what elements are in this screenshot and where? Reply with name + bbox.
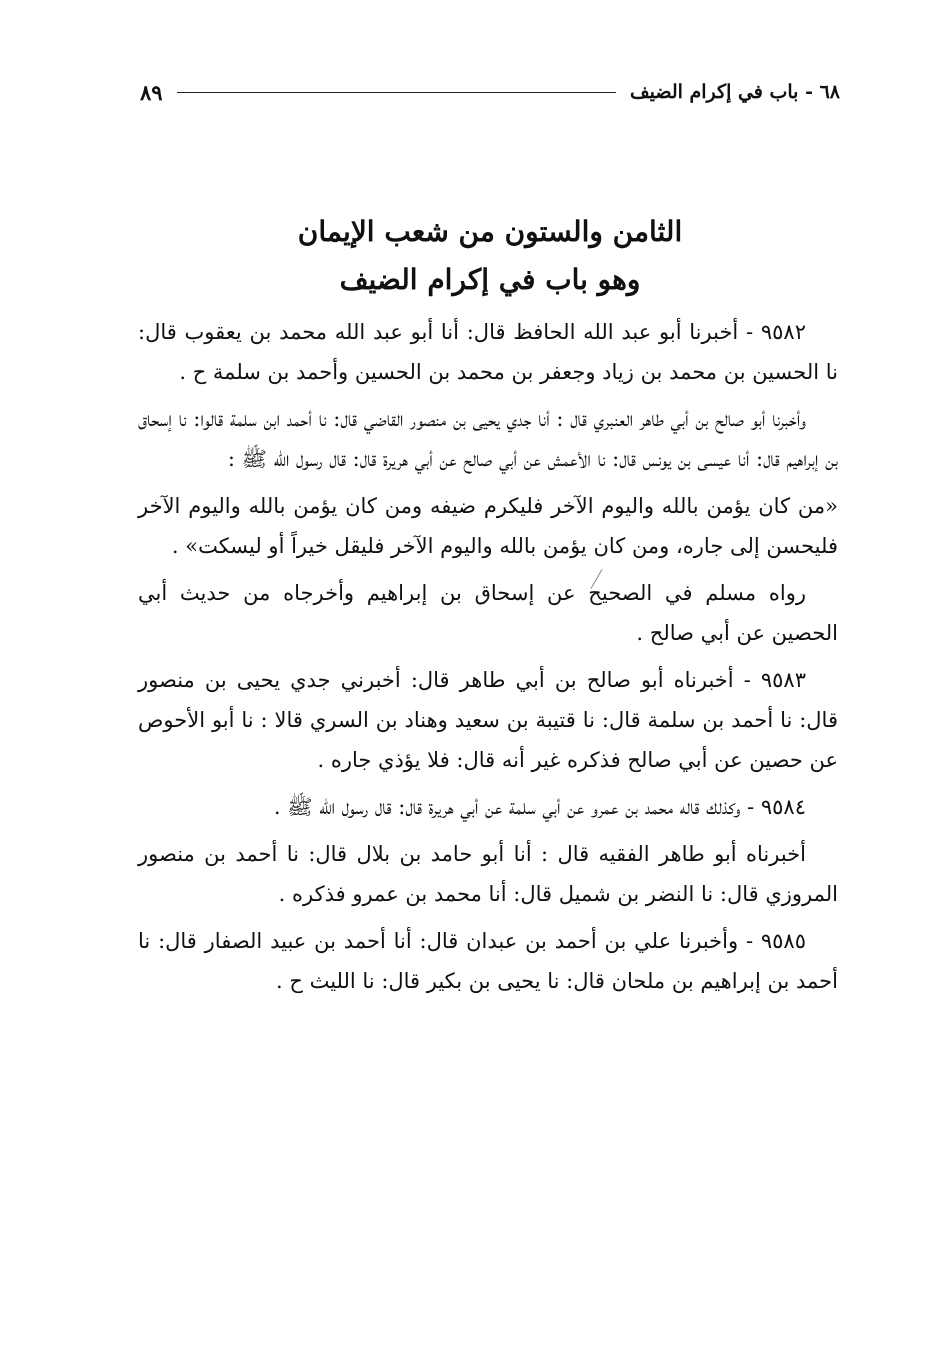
- running-header: [140, 74, 840, 110]
- page-number: ٨٩: [140, 79, 163, 105]
- header-rule: [177, 92, 616, 93]
- paragraph-9585: ٩٥٨٥ - وأخبرنا علي بن أحمد بن عبدان قال: أنا أحمد بن عبيد الصفار قال: نا أحمد بن إبراهيم بن ملحان قال: نا يحيى بن بكير قال: نا الليث ح .: [138, 929, 838, 993]
- paragraph-isnad-2: وأخبرنا أبو صالح بن أبي طاهر العنبري قال : أنا جدي يحيى بن منصور القاضي قال: نا أحمد ابن سلمة قالوا: نا إسحاق بن إبراهيم قال: أنا عيسى بن يونس قال: نا الأعمش عن أبي صالح عن أبي هريرة قال: قال رسول الله ﷺ :: [138, 407, 838, 471]
- chapter-title: ٦٨ - باب في إكرام الضيف: [629, 81, 840, 103]
- section-titles: [140, 208, 840, 304]
- paragraph-9584: ٩٥٨٤ - وكذلك قاله محمد بن عمرو عن أبي سلمة عن أبي هريرة قال: قال رسول الله ﷺ .: [273, 795, 806, 819]
- body-text: [138, 312, 838, 1008]
- paragraph-isnad-9584: أخبرناه أبو طاهر الفقيه قال : أنا أبو حامد بن بلال قال: نا أحمد بن منصور المروزي قال: نا النضر بن شميل قال: أنا محمد بن عمرو فذكره .: [138, 842, 838, 906]
- section-title-line-1: الثامن والستون من شعب الإيمان: [297, 215, 683, 248]
- section-title-line-2: وهو باب في إكرام الضيف: [339, 263, 641, 296]
- hadith-text: «من كان يؤمن بالله واليوم الآخر فليكرم ضيفه ومن كان يؤمن بالله واليوم الآخر فليحسن إلى جاره، ومن كان يؤمن بالله واليوم الآخر فليقل خيراً أو ليسكت» .: [138, 494, 838, 558]
- paragraph-9583: ٩٥٨٣ - أخبرناه أبو صالح بن أبي طاهر قال: أخبرني جدي يحيى بن منصور قال: نا أحمد بن سلمة قال: نا قتيبة بن سعيد وهناد بن السري قالا : نا أبو الأحوص عن حصين عن أبي صالح فذكره غير أنه قال: فلا يؤذي جاره .: [138, 668, 838, 772]
- paragraph-9582: ٩٥٨٢ - أخبرنا أبو عبد الله الحافظ قال: أنا أبو عبد الله محمد بن يعقوب قال: نا الحسين بن محمد بن زياد وجعفر بن محمد بن الحسين وأحمد بن سلمة ح .: [138, 320, 838, 384]
- paragraph-narration-note: رواه مسلم في الصحيح عن إسحاق بن إبراهيم وأخرجاه من حديث أبي الحصين عن أبي صالح .: [138, 581, 838, 645]
